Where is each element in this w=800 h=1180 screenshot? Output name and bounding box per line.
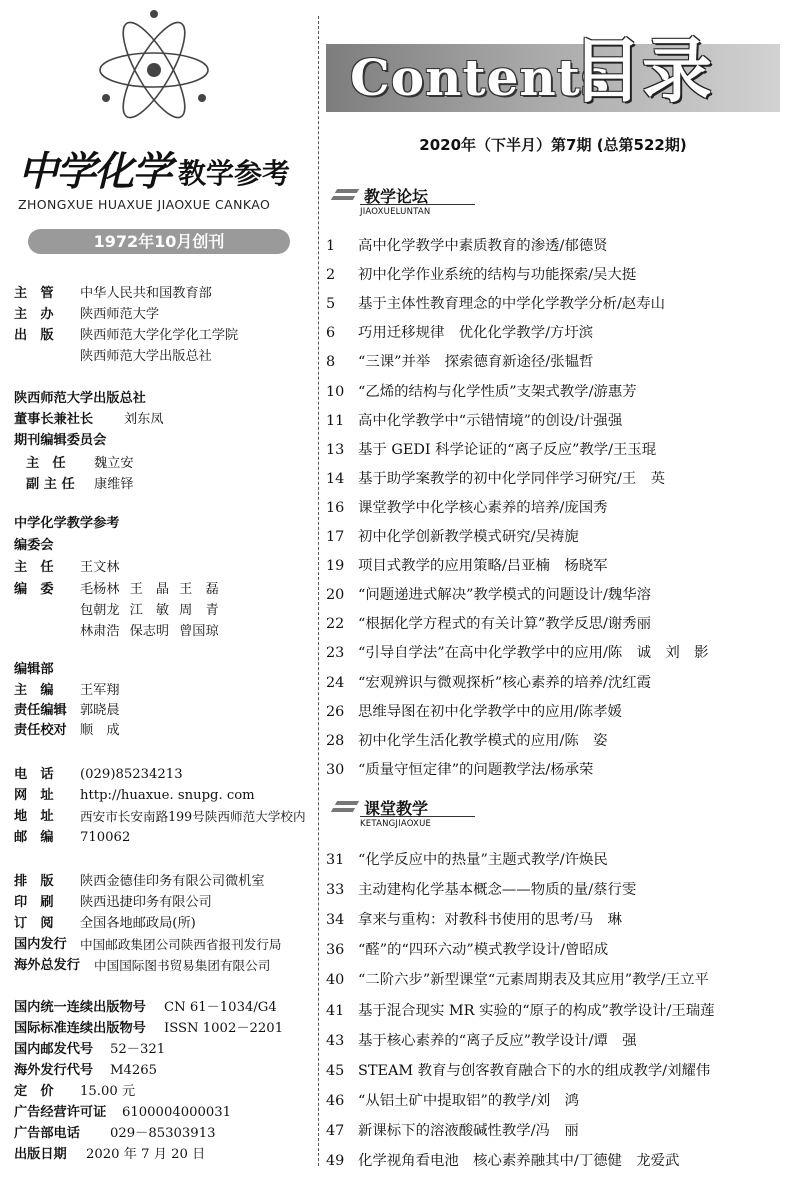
section-header	[330, 184, 450, 220]
toc-page-number: 13	[326, 441, 345, 458]
toc-page-number: 49	[326, 1153, 345, 1169]
section-stripe-icon	[335, 801, 359, 805]
toc-page-number: 28	[326, 732, 345, 749]
toc-article-title: “根据化学方程式的有关计算”教学反思/谢秀丽	[358, 616, 651, 633]
board-members-line-1: 毛杨林 王 晶 王 磊	[80, 582, 219, 597]
toc-page-number: 5	[326, 296, 336, 313]
masthead-column: 中学化学 教学参考 ZHONGXUE HUAXUE JIAOXUE CANKAO 1972年10月创刊 主 管 中华人民共和国教育部 主 办 陕西师范大学 出 版 陕西师范大学化学化工学院 陕西师范大学出版总社 陕西师范大学出版总社 董事长兼社长 刘东凤 期刊编辑委员会 主 任 魏立安 副 主 任 康维铎 中学化学教学参考 编委会 主 任 王文林 编 委 毛杨林 王 晶 王 磊 包朝龙 江 敏 周 青 林肃浩 保志明 曾国琼 编辑部 主 编 王军翔 责任编辑 郭晓晨 责任校对 顺 成 电 话 (029)85234213 网 址 http://huaxue. snupg. com 地 址 西安市长安南路199号陕西师范大学校内 邮 编 710062 排 版 陕西金德佳印务有限公司微机室 印 刷 陕西迅捷印务有限公司 订 阅 全国各地邮政局(所) 国内发行 中国邮政集团公司陕西省报刊发行局 海外总发行 中国国际图书贸易集团有限公司 国内统一连续出版物号 CN 61－1034/G4 国际标准连续出版物号 ISSN 1002－2201 国内邮发代号 52－321 海外发行代号 M4265 定 价 15.00 元 广告经营许可证 6100004000031 广告部电话 029－85303913 出版日期 2020 年 7 月 20 日	[0, 0, 312, 1180]
toc-page-number: 43	[326, 1032, 345, 1049]
toc-article-title: 项目式教学的应用策略/吕亚楠 杨晓军	[358, 558, 608, 575]
toc-page-number: 11	[326, 412, 345, 429]
toc-article-title: 化学视角看电池 核心素养融其中/丁德健 龙爱武	[358, 1153, 680, 1169]
toc-article-title: “问题递进式解决”教学模式的问题设计/魏华溶	[358, 587, 651, 604]
board-heading: 编委会	[14, 538, 54, 553]
toc-page-number: 6	[326, 325, 336, 342]
toc-page-number: 14	[326, 470, 345, 487]
toc-article-title: “乙烯的结构与化学性质”支架式教学/游惠芳	[358, 383, 637, 400]
section-pinyin: JIAOXUELUNTAN	[360, 207, 431, 217]
toc-article-title: “质量守恒定律”的问题教学法/杨承荣	[358, 761, 594, 778]
logo-pinyin: ZHONGXUE HUAXUE JIAOXUE CANKAO	[18, 197, 271, 212]
toc-page-number: 19	[326, 558, 345, 575]
toc-page-number: 8	[326, 354, 336, 371]
toc-page-number: 17	[326, 529, 345, 545]
board-members-line-2: 包朝龙 江 敏 周 青	[80, 603, 219, 618]
toc-page-number: 31	[326, 852, 345, 868]
column-divider	[318, 16, 319, 1166]
toc-article-title: “醛”的“四环六动”模式教学设计/曾昭成	[358, 942, 609, 959]
journal-logo	[18, 150, 308, 194]
toc-article-title: “二阶六步”新型课堂“元素周期表及其应用”教学/王立平	[358, 972, 709, 989]
toc-page-number: 36	[326, 942, 345, 959]
section-stripe-icon	[331, 808, 355, 812]
toc-article-title: 拿来与重构：对教科书使用的思考/马 琳	[358, 912, 622, 929]
toc-article-title: 高中化学教学中素质教育的渗透/郁德贤	[358, 238, 608, 254]
toc-article-title: 基于主体性教育理念的中学化学教学分析/赵寿山	[358, 296, 666, 313]
toc-page-number: 24	[326, 674, 345, 691]
section-pinyin: KETANGJIAOXUE	[360, 819, 432, 829]
toc-page-number: 45	[326, 1062, 345, 1079]
toc-article-title: 初中化学作业系统的结构与功能探索/吴大挺	[358, 267, 637, 284]
editorial-heading: 编辑部	[14, 662, 54, 677]
toc-page-number: 41	[326, 1002, 345, 1019]
section-title: 课堂教学	[364, 799, 429, 818]
section-rule	[360, 204, 475, 205]
toc-article-title: STEAM 教育与创客教育融合下的水的组成教学/刘耀伟	[358, 1062, 711, 1079]
toc-article-title: 主动建构化学基本概念——物质的量/蔡行雯	[358, 882, 637, 899]
committee-heading: 期刊编辑委员会	[14, 433, 107, 448]
board-members-line-3: 林肃浩 保志明 曾国琼	[80, 624, 219, 639]
toc-page-number: 33	[326, 882, 345, 899]
toc-page-number: 10	[326, 383, 345, 400]
issue-line: 2020年（下半月）第7期 (总第522期)	[419, 136, 687, 154]
toc-page-number: 47	[326, 1122, 345, 1139]
atom-logo-icon	[94, 8, 214, 126]
toc-page-number: 23	[326, 645, 345, 662]
toc-article-title: 课堂教学中化学核心素养的培养/庞国秀	[358, 499, 608, 516]
contents-title-cn: 目录	[572, 30, 712, 112]
toc-article-title: 基于 GEDI 科学论证的“离子反应”教学/王玉琨	[358, 441, 657, 458]
contents-title-en: Contents	[350, 48, 611, 107]
toc-article-title: “化学反应中的热量”主题式教学/许焕民	[358, 852, 608, 868]
journal-heading: 中学化学教学参考	[14, 516, 120, 531]
toc-article-title: 初中化学创新教学模式研究/吴祷旎	[358, 529, 579, 545]
toc-article-title: “三课”并举 探索德育新途径/张韫哲	[358, 354, 594, 371]
toc-page-number: 22	[326, 616, 345, 633]
section-title: 教学论坛	[364, 187, 429, 206]
toc-article-title: 基于混合现实 MR 实验的“原子的构成”教学设计/王瑞莲	[358, 1002, 715, 1019]
section-header	[330, 796, 450, 832]
toc-article-title: 初中化学生活化教学模式的应用/陈 姿	[358, 732, 608, 749]
toc-article-title: 基于助学案教学的初中化学同伴学习研究/王 英	[358, 470, 666, 487]
press-heading: 陕西师范大学出版总社	[14, 391, 146, 406]
toc-page-number: 40	[326, 972, 345, 989]
toc-page-number: 20	[326, 587, 345, 604]
toc-article-title: 新课标下的溶液酸碱性教学/冯 丽	[358, 1122, 579, 1139]
founded-badge: 1972年10月创刊	[28, 229, 290, 254]
toc-page-number: 30	[326, 761, 345, 778]
toc-article-title: 巧用迁移规律 优化化学教学/方圩滨	[358, 325, 594, 342]
toc-page-number: 2	[326, 267, 336, 284]
toc-article-title: “宏观辨识与微观探析”核心素养的培养/沈红霞	[358, 674, 651, 691]
section-stripe-icon	[331, 196, 355, 200]
section-stripe-icon	[335, 189, 359, 193]
toc-article-title: 思维导图在初中化学教学中的应用/陈孝媛	[358, 703, 622, 720]
toc-article-title: 基于核心素养的“离子反应”教学设计/谭 强	[358, 1032, 637, 1049]
toc-page-number: 34	[326, 912, 345, 929]
toc-page-number: 16	[326, 499, 345, 516]
logo-calligraphy: 中学化学	[18, 148, 170, 195]
toc-article-title: “从铝土矿中提取铝”的教学/刘 鸿	[358, 1092, 580, 1109]
toc-article-title: “引导自学法”在高中化学教学中的应用/陈 诚 刘 影	[358, 645, 709, 662]
toc-page-number: 26	[326, 703, 345, 720]
logo-subtitle: 教学参考	[178, 157, 291, 190]
section-rule	[360, 816, 475, 817]
toc-article-title: 高中化学教学中“示错情境”的创设/计强强	[358, 412, 623, 429]
toc-page-number: 46	[326, 1092, 345, 1109]
toc-page-number: 1	[326, 238, 336, 254]
